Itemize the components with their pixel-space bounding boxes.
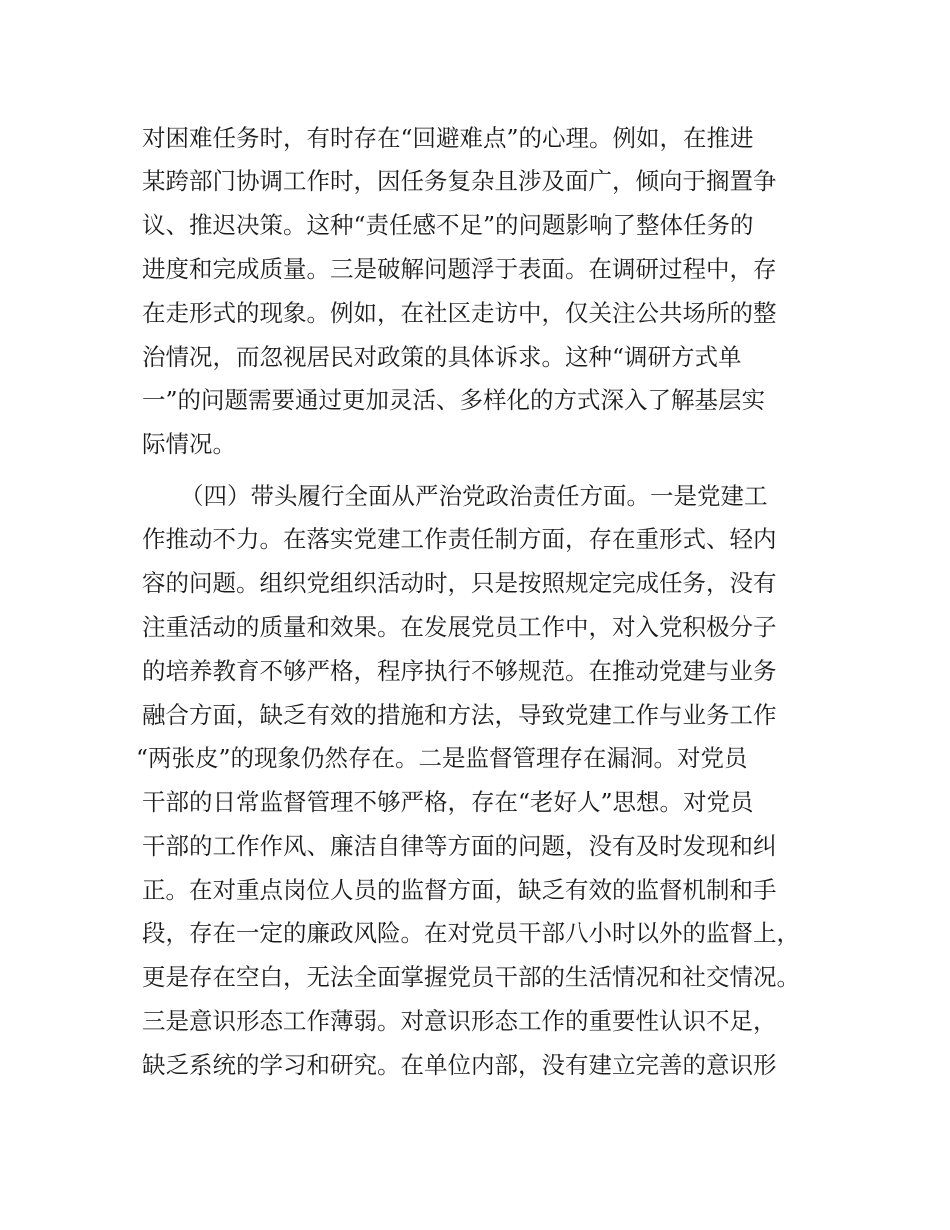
text-line: 更是存在空白，无法全面掌握党员干部的生活情况和社交情况。 bbox=[142, 963, 800, 991]
text-line: 对困难任务时，有时存在“回避难点”的心理。例如，在推进 bbox=[142, 124, 754, 152]
text-line: 某跨部门协调工作时，因任务复杂且涉及面广，倾向于搁置争 bbox=[142, 167, 777, 195]
text-line: 治情况，而忽视居民对政策的具体诉求。这种“调研方式单 bbox=[142, 343, 742, 371]
text-line: 干部的日常监督管理不够严格，存在“老好人”思想。对党员 bbox=[142, 788, 754, 816]
text-line: 缺乏系统的学习和研究。在单位内部，没有建立完善的意识形 bbox=[142, 1051, 777, 1079]
text-line: 一”的问题需要通过更加灵活、多样化的方式深入了解基层实 bbox=[142, 386, 766, 414]
text-line: （四）带头履行全面从严治党政治责任方面。一是党建工 bbox=[180, 482, 768, 510]
text-line: 进度和完成质量。三是破解问题浮于表面。在调研过程中，存 bbox=[142, 255, 777, 283]
text-line: 融合方面，缺乏有效的措施和方法，导致党建工作与业务工作 bbox=[142, 701, 777, 729]
text-line: 容的问题。组织党组织活动时，只是按照规定完成任务，没有 bbox=[142, 569, 777, 597]
text-line: 际情况。 bbox=[142, 430, 236, 458]
text-line: 段，存在一定的廉政风险。在对党员干部八小时以外的监督上， bbox=[142, 919, 800, 947]
text-line: 作推动不力。在落实党建工作责任制方面，存在重形式、轻内 bbox=[142, 525, 777, 553]
text-line: “两张皮”的现象仍然存在。二是监督管理存在漏洞。对党员 bbox=[136, 744, 748, 772]
text-line: 三是意识形态工作薄弱。对意识形态工作的重要性认识不足， bbox=[142, 1007, 777, 1035]
text-line: 干部的工作作风、廉洁自律等方面的问题，没有及时发现和纠 bbox=[142, 832, 777, 860]
text-line: 在走形式的现象。例如，在社区走访中，仅关注公共场所的整 bbox=[142, 299, 777, 327]
text-line: 的培养教育不够严格，程序执行不够规范。在推动党建与业务 bbox=[142, 657, 777, 685]
text-line: 注重活动的质量和效果。在发展党员工作中，对入党积极分子 bbox=[142, 613, 777, 641]
text-line: 正。在对重点岗位人员的监督方面，缺乏有效的监督机制和手 bbox=[142, 876, 777, 904]
text-line: 议、推迟决策。这种“责任感不足”的问题影响了整体任务的 bbox=[142, 211, 754, 239]
